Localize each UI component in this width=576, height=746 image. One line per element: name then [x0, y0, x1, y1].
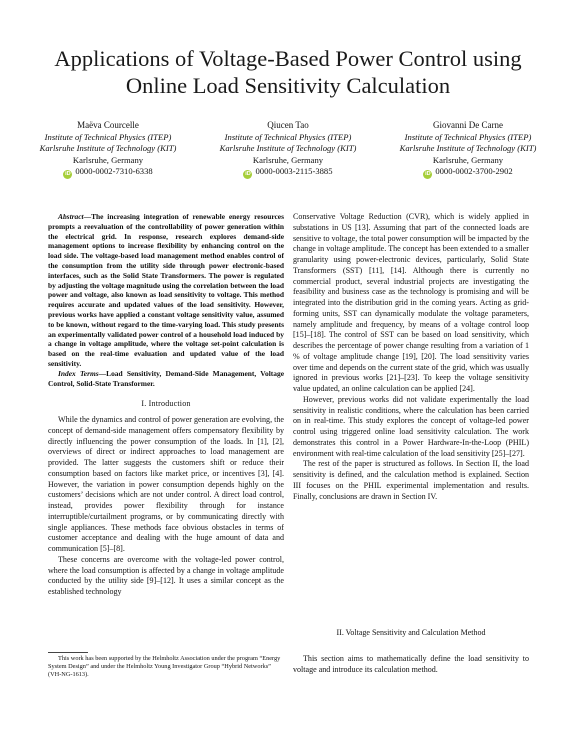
author-orcid[interactable] [208, 166, 368, 179]
orcid-number: 0000-0003-2115-3885 [255, 166, 333, 176]
paragraph: Conservative Voltage Reduction (CVR), which is widely applied in substations in US [13]. Assuming that part of the connected loads are sensitive to voltage, the total power consumption will be impacted by the change in voltage amplitude. The concept has been extended to a smaller granularity using power-electronic devices, particularly, Solid State Transformers (SST) [11], [14]. Although there is currently no commercial product, several industrial projects are investigating the feasibility and business case as the technology is promising and will be integrated into the distribution grid in the coming years. Acting as grid-forming units, SST can dynamically modulate the voltage parameters, namely amplitude and frequency, by means of a voltage control loop [15]–[18]. The control of SST can be based on load sensitivity, which describes the percentage of power change resulting from a variation of 1 % of voltage amplitude change [19], [20]. The load sensitivity varies over time and depends on the current state of the grid, which was usually ignored in previous works [21]–[23]. To keep the voltage sensitivity value updated, an online calculation can be applied [24]. [293, 212, 529, 393]
author-3 [388, 120, 548, 179]
right-column [293, 212, 529, 502]
author-location: Karlsruhe, Germany [252, 154, 324, 165]
author-affiliation: Institute of Technical Physics (ITEP) [224, 131, 352, 142]
orcid-number: 0000-0002-7310-6338 [75, 166, 153, 176]
index-terms [48, 369, 284, 389]
title-line-1: Applications of Voltage-Based Power Control using [54, 46, 522, 71]
abstract [48, 212, 284, 369]
author-name: Qiucen Tao [267, 120, 309, 130]
footnote-divider [48, 652, 88, 653]
index-terms-text: —Load Sensitivity, Demand-Side Management, Voltage Control, Solid-State Transformer. [48, 368, 284, 388]
author-affiliation: Karlsruhe Institute of Technology (KIT) [219, 143, 357, 153]
author-1 [28, 120, 188, 179]
author-orcid[interactable] [388, 166, 548, 179]
author-affiliation: Karlsruhe Institute of Technology (KIT) [39, 143, 177, 153]
author-affiliation: Institute of Technical Physics (ITEP) [44, 131, 172, 142]
paragraph: The rest of the paper is structured as follows. In Section II, the load sensitivity is defined, and the calculation method is explained. Section III focuses on the PHIL experimental implementation and results. Finally, conclusions are drawn in Section IV. [293, 459, 529, 501]
index-terms-label: Index Terms [58, 368, 99, 378]
abstract-label: Abstract [58, 212, 84, 221]
author-name: Maëva Courcelle [77, 120, 139, 130]
author-location: Karlsruhe, Germany [72, 154, 144, 165]
author-affiliation: Institute of Technical Physics (ITEP) [404, 131, 532, 142]
footnote: This work has been supported by the Helmholtz Association under the program “Energy System Design” and under the Helmholtz Young Investigator Group “Hybrid Networks” (VH-NG-1613). [48, 655, 281, 679]
left-column [48, 212, 284, 598]
author-affiliation: Karlsruhe Institute of Technology (KIT) [399, 143, 537, 153]
paragraph: However, previous works did not validate experimentally the load sensitivity in realistic conditions, where the calculation has been carried on in real-time. This study explores the concept of voltage-led power control using triggered online load sensitivity calculation. The work demonstrates this control in a Power Hardware-In-the-Loop (PHIL) environment with real-time calculation of the load sensitivity [25]–[27]. [293, 394, 529, 458]
paragraph: These concerns are overcome with the voltage-led power control, where the load consumption is affected by a change in voltage amplitude conducted by the utility side [9]–[12]. It uses a similar concept as the established technology [48, 554, 284, 597]
orcid-number: 0000-0002-3700-2902 [435, 166, 513, 176]
author-name: Giovanni De Carne [433, 120, 503, 130]
paragraph: While the dynamics and control of power generation are evolving, the concept of demand-side management offers compensatory flexibility by directly influencing the power consumption of the loads. In [1], [2], overviews of direct or indirect approaches to load management are provided. The latter suggests the customers shift or reduce their consumption based on factors like market price, or incentives [3], [4]. However, the variation in power consumption depends highly on the customers’ decisions which are not under control. A direct load control, instead, provides power flexibility through for instance interruptible/curtailment programs, or by communicating directly with single appliances. These methods face obvious obstacles in terms of customer acceptance and dealing with the huge amount of data and communication [5]–[8]. [48, 415, 284, 554]
paper-title [30, 45, 546, 99]
section-heading: II. Voltage Sensitivity and Calculation Method [336, 628, 486, 637]
abstract-text: —The increasing integration of renewable energy resources prompts a reevaluation of the controllability of power generation within the electrical grid. In response, research explores demand-side management options to increase flexibility by enhancing control on the load side. The voltage-based load management method enables control of the consumption from the utility side through power electronic-based interfaces, such as the Solid State Transformers. The power is regulated by adjusting the voltage magnitude using the correlation between the load power and voltage, also known as load sensitivity to voltage. This method requires accurate and updated values of the load sensitivity. However, previous works have applied a constant voltage sensitivity value, assumed to be known, without regard to the time-varying load. This study presents an experimentally validated power control of a household load induced by a change in voltage amplitude, where the voltage set-point calculation is based on the real-time evaluation and updated value of the load sensitivity. [48, 212, 284, 368]
orcid-icon: iD [245, 171, 251, 177]
title-line-2: Online Load Sensitivity Calculation [125, 73, 451, 98]
orcid-icon: iD [425, 171, 431, 177]
orcid-icon: iD [65, 171, 71, 177]
section-heading: I. Introduction [141, 399, 191, 409]
author-location: Karlsruhe, Germany [432, 154, 504, 165]
paragraph: This section aims to mathematically define the load sensitivity to voltage and introduce its calculation method. [293, 654, 529, 674]
author-block [39, 120, 537, 182]
author-orcid[interactable] [28, 166, 188, 179]
author-2 [208, 120, 368, 179]
